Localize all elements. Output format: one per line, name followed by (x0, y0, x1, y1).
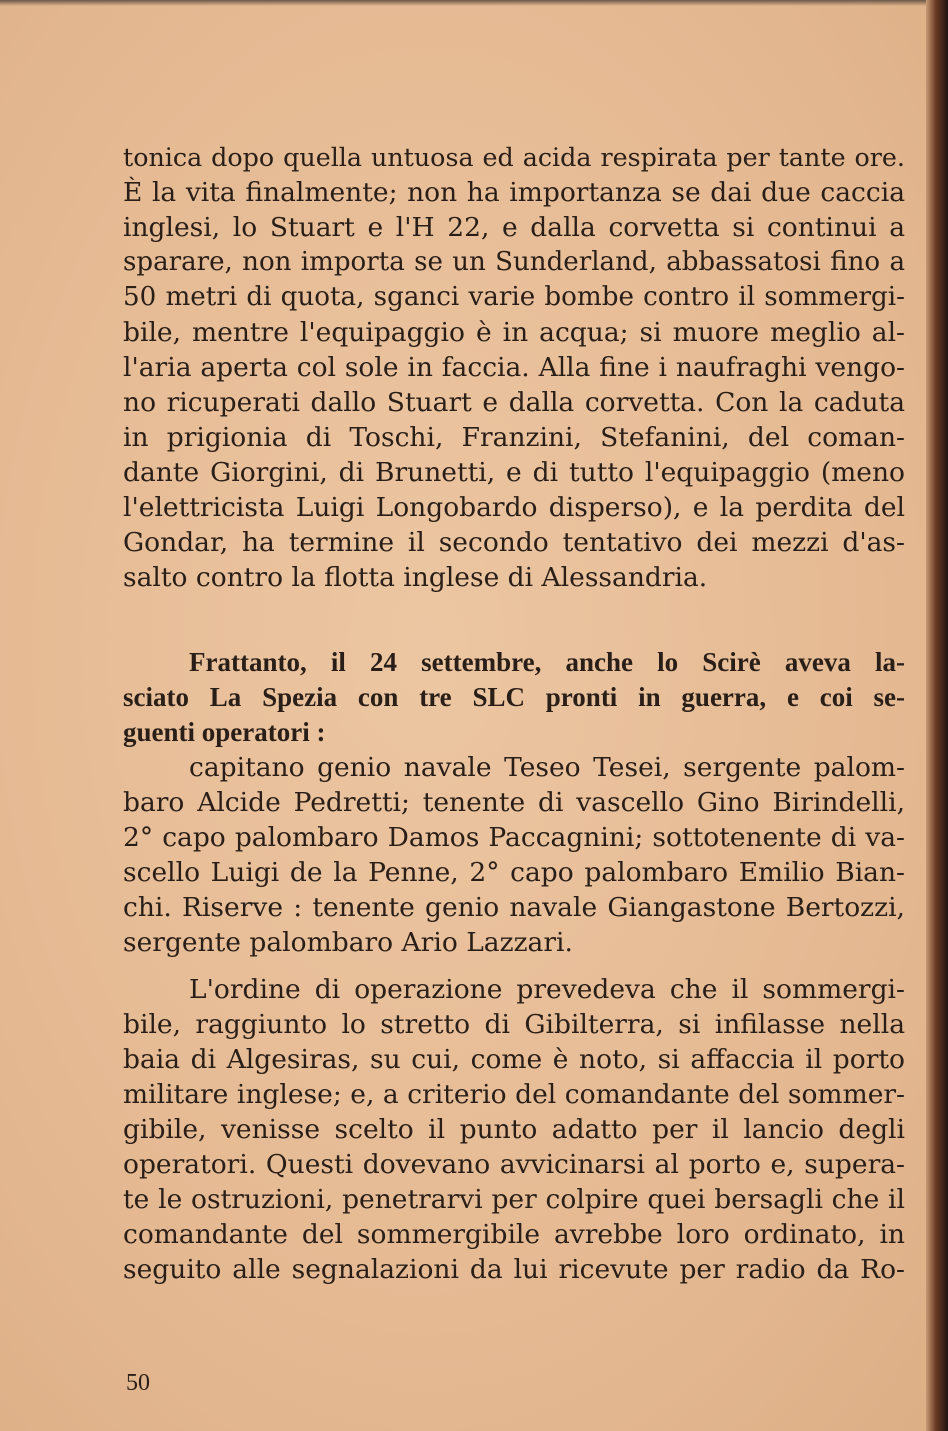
text-line: te le ostruzioni, penetrarvi per colpire quei bersagli che il (123, 1184, 905, 1215)
text-line: l'aria aperta col sole in faccia. Alla fine i naufraghi vengo- (123, 352, 905, 383)
text-line: bile, mentre l'equipaggio è in acqua; si muore meglio al- (123, 317, 905, 348)
text-line: L'ordine di operazione prevedeva che il sommergi- (189, 974, 905, 1005)
paragraph-1 (123, 140, 905, 595)
text-line: no ricuperati dallo Stuart e dalla corvetta. Con la caduta (123, 387, 905, 418)
paragraph-3 (123, 750, 905, 960)
text-line: sparare, non importa se un Sunderland, abbassatosi fino a (123, 247, 905, 277)
page-text (123, 140, 905, 1287)
section-gap (123, 595, 905, 645)
text-line: guenti operatori : (123, 717, 326, 747)
text-line: Gondar, ha termine il secondo tentativo dei mezzi d'as- (123, 527, 905, 558)
text-line: sciato La Spezia con tre SLC pronti in guerra, e coi se- (123, 682, 905, 712)
text-line: 2° capo palombaro Damos Paccagnini; sottotenente di va- (123, 822, 905, 853)
text-line: sergente palombaro Ario Lazzari. (123, 927, 573, 958)
text-line: bile, raggiunto lo stretto di Gibilterra, si infilasse nella (123, 1009, 905, 1040)
text-line: dante Giorgini, di Brunetti, e di tutto l'equipaggio (meno (123, 457, 905, 488)
text-line: scello Luigi de la Penne, 2° capo palombaro Emilio Bian- (123, 857, 905, 888)
text-line: comandante del sommergibile avrebbe loro ordinato, in (123, 1219, 905, 1250)
paragraph-4 (123, 972, 905, 1287)
paragraph-2 (123, 645, 905, 750)
text-line: seguito alle segnalazioni da lui ricevute per radio da Ro- (123, 1254, 905, 1285)
text-line: operatori. Questi dovevano avvicinarsi al porto e, supera- (123, 1149, 905, 1180)
text-line: tonica dopo quella untuosa ed acida respirata per tante ore. (123, 142, 905, 172)
text-line: baro Alcide Pedretti; tenente di vascello Gino Birindelli, (123, 787, 905, 818)
text-line: È la vita finalmente; non ha importanza se dai due caccia (123, 177, 905, 208)
text-line: Frattanto, il 24 settembre, anche lo Scirè aveva la- (189, 647, 905, 677)
page-top-shadow (0, 0, 948, 6)
text-line: militare inglese; e, a criterio del comandante del sommer- (123, 1079, 905, 1110)
text-line: capitano genio navale Teseo Tesei, sergente palom- (189, 752, 905, 783)
text-line: inglesi, lo Stuart e l'H 22, e dalla corvetta si continui a (123, 212, 905, 243)
text-line: salto contro la flotta inglese di Alessandria. (123, 562, 708, 593)
text-line: baia di Algesiras, su cui, come è noto, si affaccia il porto (123, 1044, 905, 1075)
page-binding-edge (926, 0, 948, 1431)
paragraph-gap (123, 960, 905, 972)
text-line: in prigionia di Toschi, Franzini, Stefanini, del coman- (123, 422, 905, 453)
text-line: chi. Riserve : tenente genio navale Giangastone Bertozzi, (123, 892, 905, 923)
text-line: 50 metri di quota, sganci varie bombe contro il sommergi- (123, 282, 905, 312)
text-line: l'elettricista Luigi Longobardo disperso), e la perdita del (123, 492, 905, 523)
page-number: 50 (126, 1370, 150, 1396)
text-line: gibile, venisse scelto il punto adatto per il lancio degli (123, 1114, 905, 1145)
